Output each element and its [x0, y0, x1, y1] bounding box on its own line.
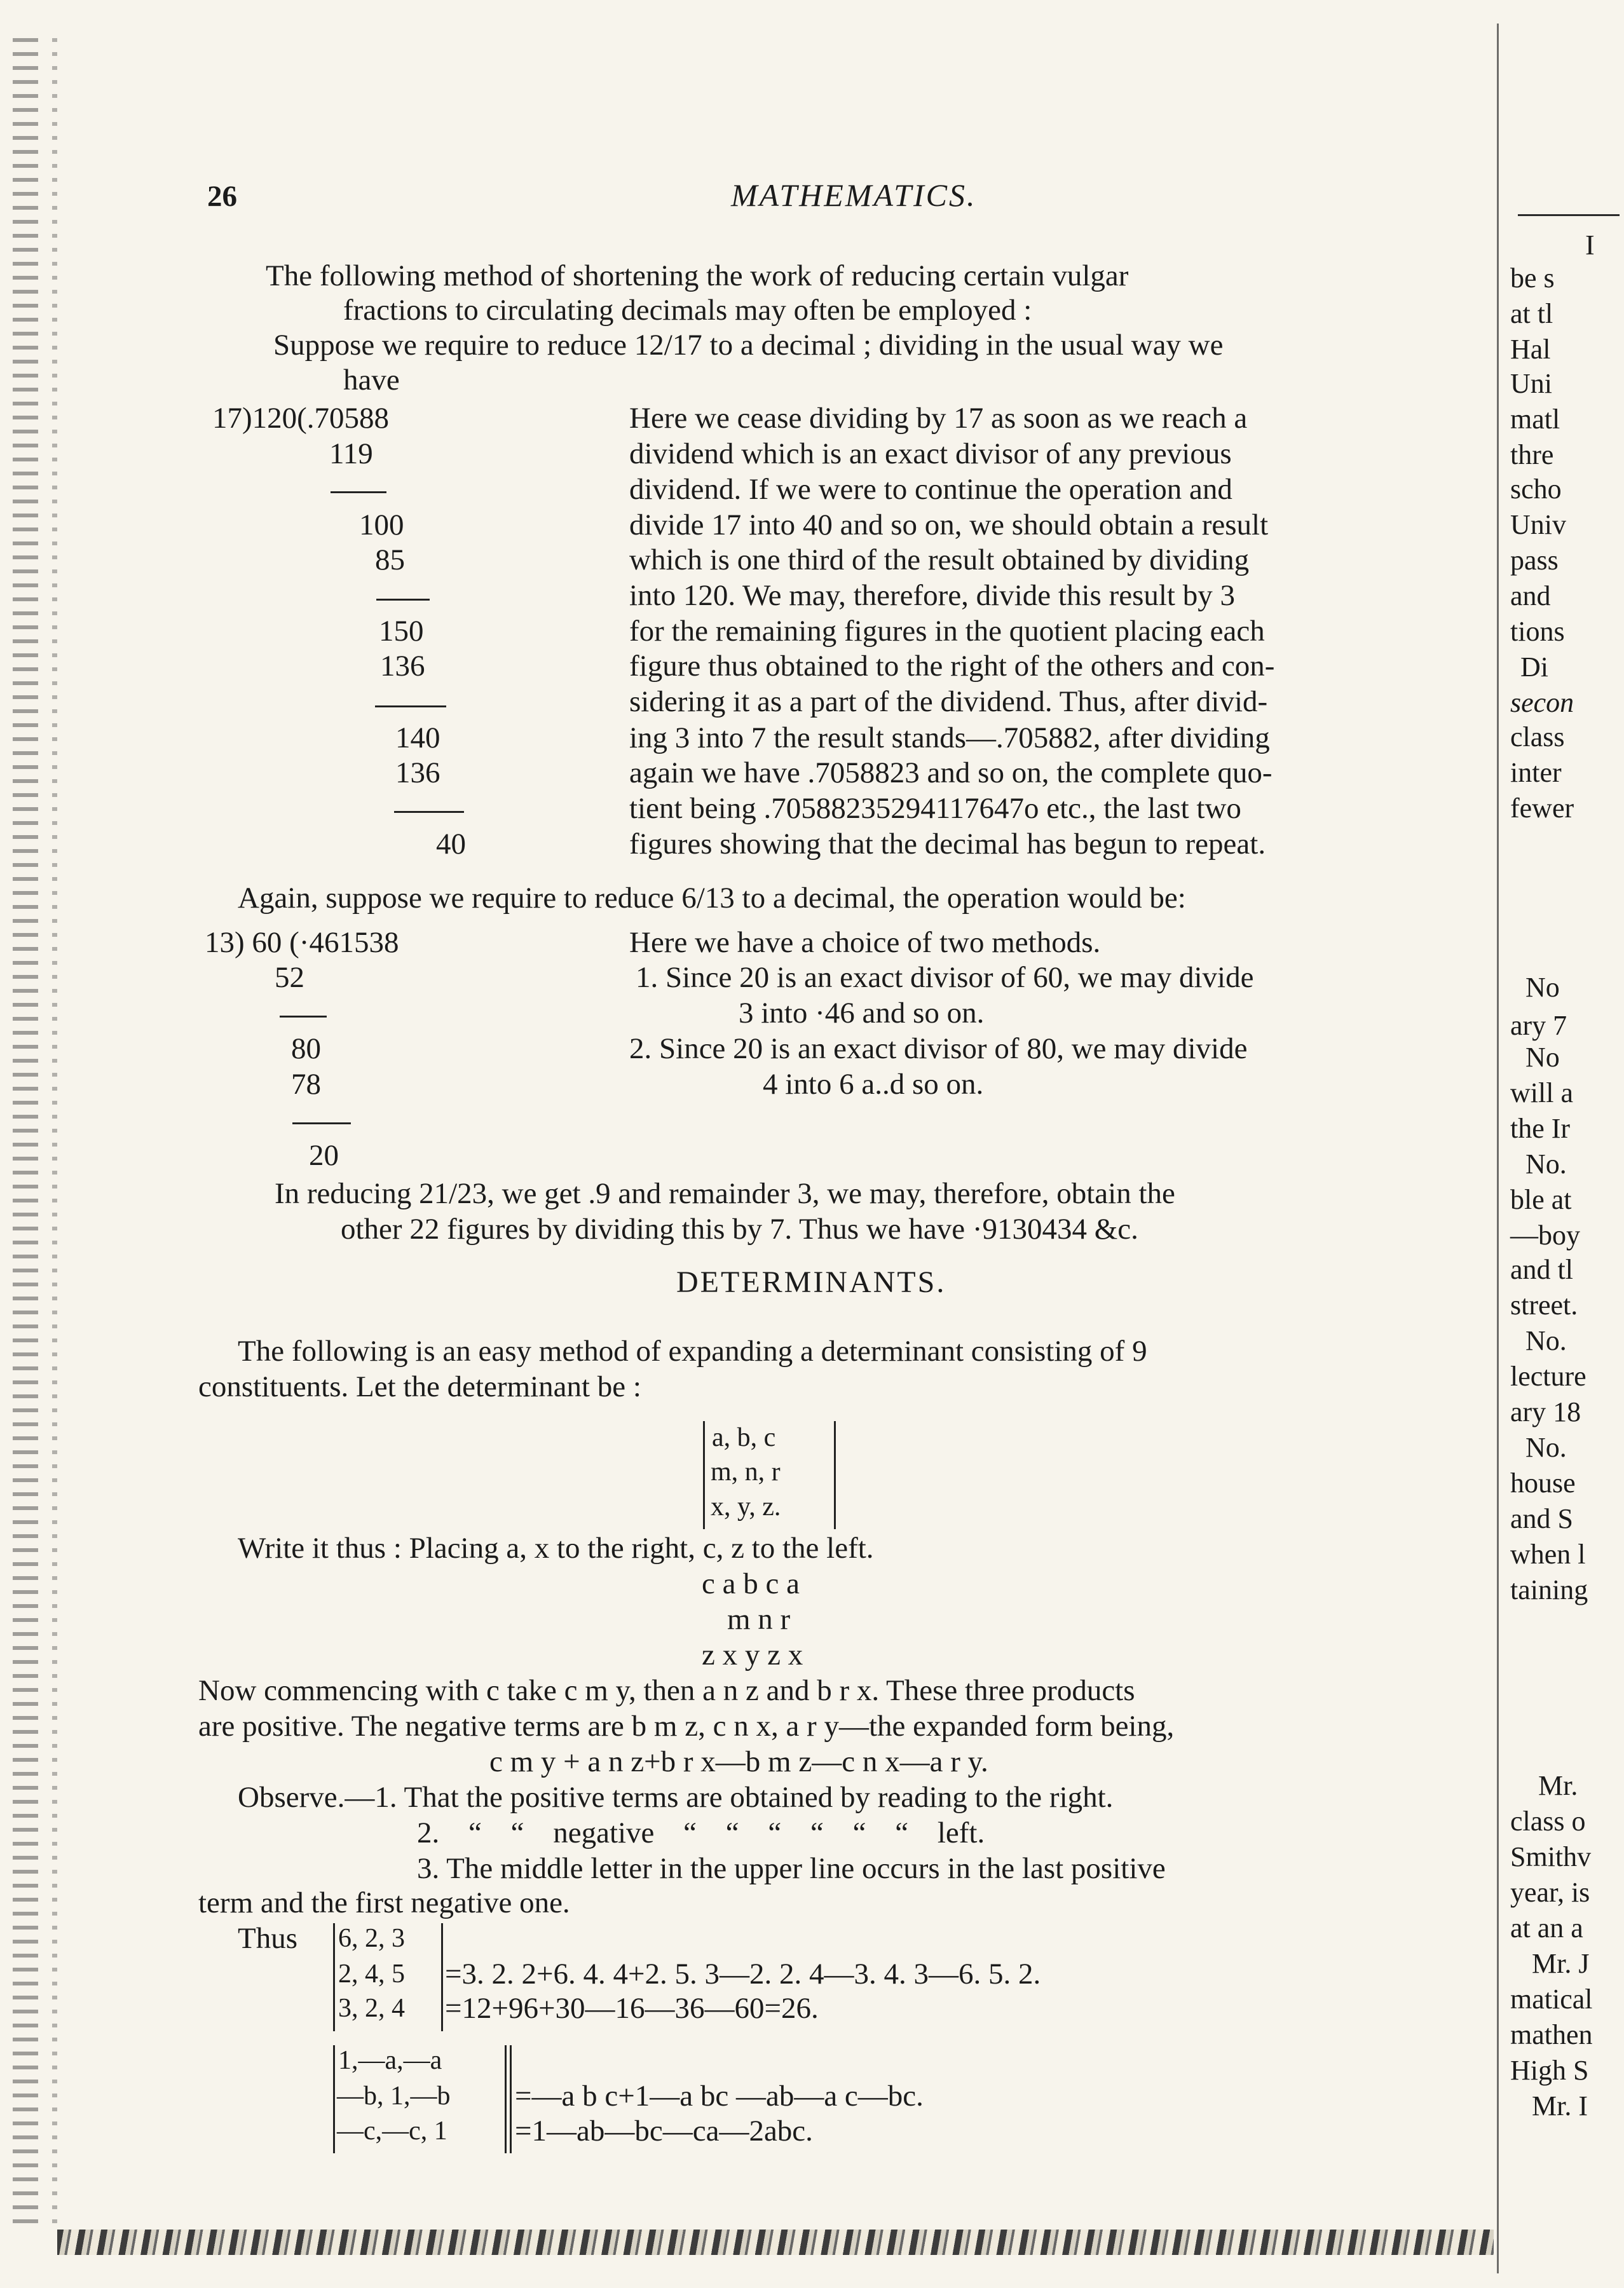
margin-fragment: year, is [1510, 1877, 1590, 1908]
margin-fragment: High S [1510, 2055, 1589, 2086]
section-title: DETERMINANTS. [676, 1265, 946, 1299]
write-line: Write it thus : Placing a, x to the right, c, z to the left. [238, 1532, 874, 1565]
page-number: 26 [207, 180, 237, 213]
explanation-line: dividend which is an exact divisor of any previous [629, 437, 1232, 470]
left-edge-marks [13, 38, 38, 2231]
division-line: 150 [379, 615, 424, 648]
left-edge-marks [52, 38, 57, 2231]
margin-fragment: be s [1510, 262, 1555, 294]
method-line: Here we have a choice of two methods. [629, 926, 1101, 959]
margin-fragment: inter [1510, 757, 1562, 788]
margin-fragment: class [1510, 721, 1565, 752]
margin-fragment: class o [1510, 1806, 1586, 1837]
matrix-bar [834, 1421, 836, 1529]
margin-fragment: matl [1510, 404, 1560, 435]
margin-fragment: matical [1510, 1984, 1593, 2015]
matrix-row: a, b, c [712, 1423, 776, 1452]
margin-fragment: Univ [1510, 509, 1566, 540]
explanation-line: for the remaining figures in the quotient placing each [629, 615, 1265, 648]
division-rule [280, 1016, 327, 1018]
division-rule [376, 599, 430, 601]
margin-fragment: will a [1510, 1077, 1573, 1108]
division-line: 17)120(.70588 [212, 402, 390, 435]
division-rule [375, 705, 446, 707]
intro-line-2: fractions to circulating decimals may often be employed : [343, 294, 1032, 327]
intro-line-1: The following method of shortening the work of reducing certain vulgar [266, 259, 1129, 292]
margin-fragment: street. [1510, 1290, 1578, 1321]
margin-fragment: taining [1510, 1574, 1588, 1605]
observe-line-1: Observe.—1. That the positive terms are obtained by reading to the right. [238, 1781, 1114, 1814]
division-line: 100 [359, 508, 404, 541]
expansion-result: =—a b c+1—a bc —ab—a c—bc. [515, 2080, 924, 2113]
margin-fragment: pass [1510, 545, 1559, 576]
arrangement-row: c a b c a [702, 1567, 800, 1600]
division-rule [331, 491, 386, 493]
arrangement-row: m n r [727, 1603, 791, 1636]
matrix-bar [505, 2045, 507, 2153]
expanded-form: c m y + a n z+b r x—b m z—c n x—a r y. [489, 1745, 988, 1778]
margin-fragment: when l [1510, 1539, 1586, 1570]
explanation-line: again we have .7058823 and so on, the complete quo- [629, 756, 1273, 789]
method-line: 2. Since 20 is an exact divisor of 80, we may divide [629, 1032, 1248, 1065]
margin-fragment: No. [1525, 1432, 1567, 1463]
margin-fragment: Smithv [1510, 1841, 1592, 1872]
margin-fragment: secon [1510, 687, 1574, 718]
method-line: 1. Since 20 is an exact divisor of 60, we may divide [636, 961, 1254, 994]
matrix-row: —c,—c, 1 [337, 2116, 447, 2146]
column-divider [1497, 24, 1499, 2273]
expansion-result: =3. 2. 2+6. 4. 4+2. 5. 3—2. 2. 4—3. 4. 3—6. 5. 2. [445, 1958, 1041, 1991]
margin-fragment: scho [1510, 473, 1562, 505]
margin-fragment: at an a [1510, 1912, 1583, 1944]
margin-fragment: thre [1510, 439, 1554, 470]
det-intro-2: constituents. Let the determinant be : [198, 1370, 641, 1403]
margin-fragment: and S [1510, 1503, 1573, 1534]
margin-fragment: Mr. J [1532, 1948, 1590, 1979]
matrix-row: m, n, r [711, 1457, 781, 1487]
division-line: 119 [329, 437, 373, 470]
margin-fragment: No [1525, 972, 1560, 1003]
matrix-bar [441, 1923, 443, 2031]
margin-fragment: lecture [1510, 1361, 1586, 1392]
expansion-result: =1—ab—bc—ca—2abc. [515, 2114, 813, 2148]
intro-line-3: Suppose we require to reduce 12/17 to a decimal ; dividing in the usual way we [273, 329, 1224, 362]
margin-fragment: the Ir [1510, 1113, 1571, 1144]
matrix-row: 6, 2, 3 [338, 1924, 405, 1953]
division-line: 80 [291, 1032, 321, 1065]
margin-fragment: Mr. [1538, 1770, 1578, 1801]
margin-fragment: I [1585, 229, 1595, 261]
again-line: Again, suppose we require to reduce 6/13 to a decimal, the operation would be: [238, 882, 1186, 915]
margin-fragment: No. [1525, 1148, 1567, 1180]
margin-fragment: fewer [1510, 793, 1574, 824]
bottom-page-edge [57, 2230, 1494, 2255]
explanation-line: dividend. If we were to continue the operation and [629, 473, 1232, 506]
explanation-line: figures showing that the decimal has begun to repeat. [629, 827, 1266, 861]
right-header-rule [1518, 214, 1620, 216]
arrangement-row: z x y z x [702, 1638, 803, 1672]
explanation-line: figure thus obtained to the right of the others and con- [629, 650, 1275, 683]
explanation-line: which is one third of the result obtained by dividing [629, 543, 1250, 576]
now-line-1: Now commencing with c take c m y, then a n z and b r x. These three products [198, 1674, 1135, 1707]
margin-fragment: No. [1525, 1325, 1567, 1356]
matrix-row: 1,—a,—a [338, 2046, 442, 2075]
reducing-line-1: In reducing 21/23, we get .9 and remainder 3, we may, therefore, obtain the [275, 1177, 1175, 1210]
margin-fragment: Di [1520, 651, 1548, 683]
margin-fragment: at tl [1510, 298, 1553, 329]
explanation-line: tient being .70588235294117647o etc., the last two [629, 792, 1241, 825]
margin-fragment: ble at [1510, 1184, 1572, 1215]
division-line: 136 [395, 756, 440, 789]
now-line-2: are positive. The negative terms are b m z, c n x, a r y—the expanded form being, [198, 1710, 1175, 1743]
division-line: 13) 60 (·461538 [205, 926, 399, 959]
margin-fragment: —boy [1510, 1220, 1580, 1251]
margin-fragment: Uni [1510, 368, 1552, 399]
reducing-line-2: other 22 figures by dividing this by 7. Thus we have ·9130434 &c. [341, 1213, 1138, 1246]
explanation-line: into 120. We may, therefore, divide this result by 3 [629, 579, 1235, 612]
explanation-line: ing 3 into 7 the result stands—.705882, after dividing [629, 721, 1270, 754]
margin-fragment: Mr. I [1532, 2090, 1588, 2121]
det-intro-1: The following is an easy method of expanding a determinant consisting of 9 [238, 1335, 1147, 1368]
margin-fragment: Hal [1510, 334, 1551, 365]
matrix-row: —b, 1,—b [337, 2081, 451, 2111]
division-line: 78 [291, 1068, 321, 1101]
margin-fragment: ary 18 [1510, 1396, 1581, 1427]
matrix-row: 3, 2, 4 [338, 1994, 405, 2023]
division-rule [394, 811, 464, 813]
running-head: MATHEMATICS. [731, 177, 977, 213]
division-line: 40 [436, 827, 466, 861]
observe-line-4: term and the first negative one. [198, 1886, 570, 1919]
expansion-result: =12+96+30—16—36—60=26. [445, 1992, 819, 2025]
method-line: 4 into 6 a..d so on. [763, 1068, 984, 1101]
explanation-line: sidering it as a part of the dividend. Thus, after divid- [629, 685, 1268, 718]
observe-line-3: 3. The middle letter in the upper line occurs in the last positive [417, 1852, 1166, 1885]
division-line: 136 [380, 650, 425, 683]
margin-fragment: mathen [1510, 2019, 1593, 2050]
matrix-row: x, y, z. [711, 1492, 781, 1522]
matrix-bar [333, 2045, 335, 2153]
matrix-bar [703, 1421, 705, 1529]
division-line: 140 [395, 721, 440, 754]
method-line: 3 into ·46 and so on. [739, 997, 985, 1030]
matrix-row: 2, 4, 5 [338, 1959, 405, 1989]
observe-line-2: 2. “ “ negative “ “ “ “ “ “ left. [417, 1816, 985, 1849]
margin-fragment: No [1525, 1042, 1560, 1073]
margin-fragment: house [1510, 1467, 1576, 1499]
division-line: 52 [275, 961, 304, 994]
thus-label: Thus [238, 1922, 297, 1955]
division-rule [292, 1122, 351, 1124]
division-line: 85 [375, 543, 405, 576]
explanation-line: divide 17 into 40 and so on, we should obtain a result [629, 508, 1269, 541]
explanation-line: Here we cease dividing by 17 as soon as we reach a [629, 402, 1248, 435]
margin-fragment: and [1510, 580, 1551, 611]
margin-fragment: and tl [1510, 1254, 1573, 1285]
margin-fragment: tions [1510, 616, 1565, 647]
margin-fragment: ary 7 [1510, 1010, 1567, 1041]
matrix-bar [510, 2045, 512, 2153]
division-line: 20 [309, 1139, 339, 1172]
intro-line-4: have [343, 364, 400, 397]
matrix-bar [333, 1923, 335, 2031]
